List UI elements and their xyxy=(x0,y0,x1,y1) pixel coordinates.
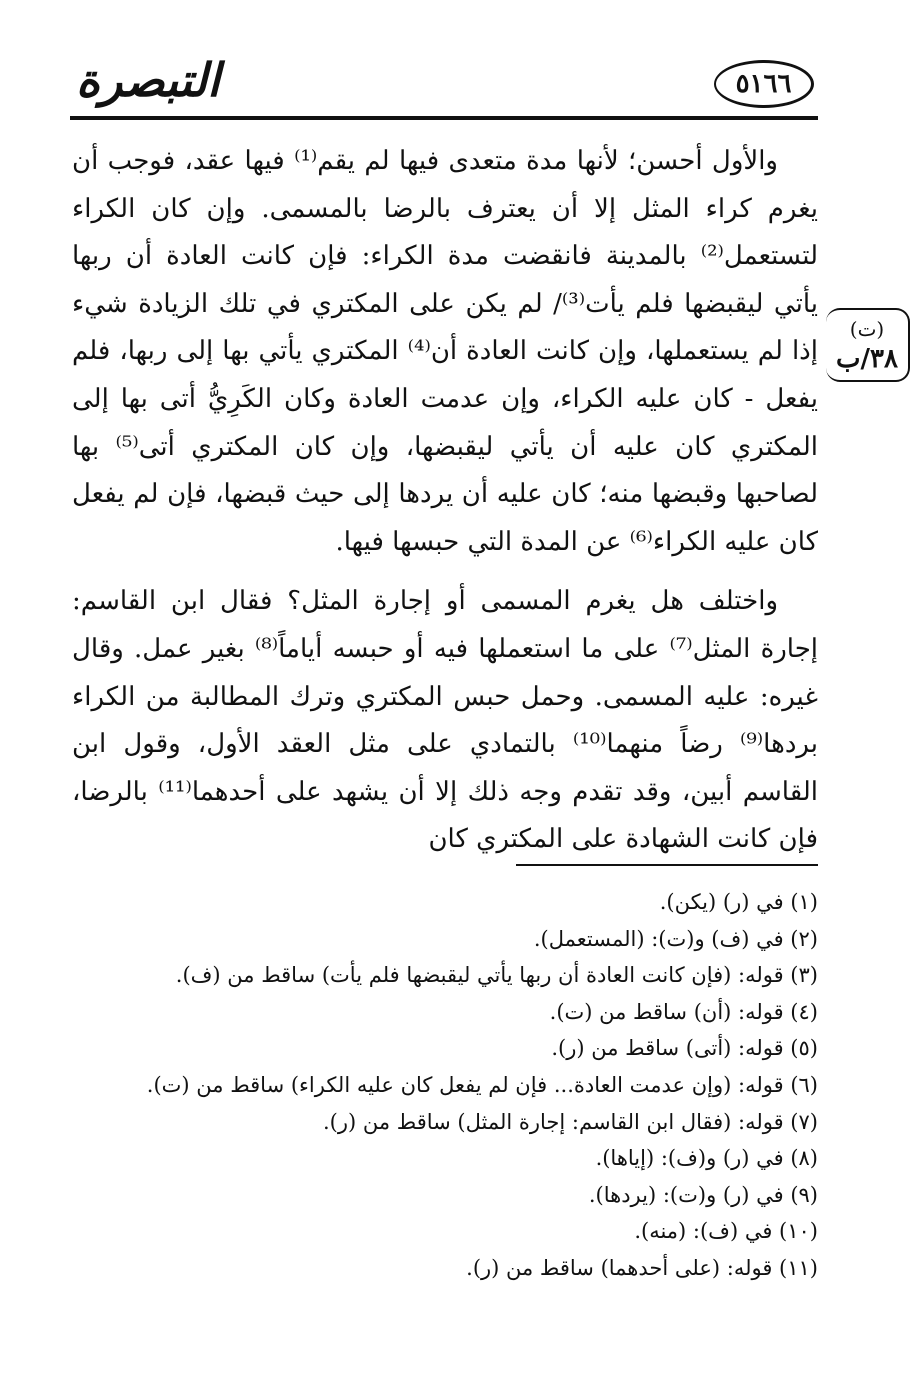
margin-note-folio: ٣٨/ب xyxy=(836,344,898,374)
page-number-oval xyxy=(714,60,814,108)
header-divider xyxy=(70,116,818,120)
manuscript-margin-note xyxy=(826,308,910,382)
paragraph-text: والأول أحسن؛ لأنها مدة متعدى فيها لم يقم⁽¹⁾ فيها عقد، فوجب أن يغرم كراء المثل إلا أن يعترف بالرضا بالمسمى. وإن كان الكراء لتستعمل⁽²⁾ بالمدينة فانقضت مدة الكراء: فإن كانت العادة أن ربها يأتي ليقبضها فلم يأت⁽³⁾/ لم يكن على المكتري في تلك الزيادة شيء إذا لم يستعملها، وإن كانت العادة أن⁽⁴⁾ المكتري يأتي بها إلى ربها، فلم يفعل - كان عليه الكراء، وإن عدمت العادة وكان الكَرِيُّ أتى بها إلى المكتري كان عليه أن يأتي ليقبضها، وإن كان المكتري أتى⁽⁵⁾ بها لصاحبها وقبضها منه؛ كان عليه أن يردها إلى حيث قبضها، فإن لم يفعل كان عليه الكراء⁽⁶⁾ عن المدة التي حبسها فيها. xyxy=(72,146,818,557)
page-header xyxy=(70,50,818,120)
footnote: (٦) قوله: (وإن عدمت العادة... فإن لم يفعل كان عليه الكراء) ساقط من (ت). xyxy=(146,1072,818,1097)
footnotes xyxy=(72,884,818,1287)
footnote: (٢) في (ف) و(ت): (المستعمل). xyxy=(533,926,818,951)
paragraph-text: واختلف هل يغرم المسمى أو إجارة المثل؟ فقال ابن القاسم: إجارة المثل⁽⁷⁾ على ما استعملها فيه أو حبسه أياماً⁽⁸⁾ بغير عمل. وقال غيره: عليه المسمى. وحمل حبس المكتري وترك المطالبة من الكراء بردها⁽⁹⁾ رضاً منهما⁽¹⁰⁾ بالتمادي على مثل العقد الأول، وقول ابن القاسم أبين، وقد تقدم وجه ذلك إلا أن يشهد على أحدهما⁽¹¹⁾ بالرضا، فإن كانت الشهادة على المكتري كان xyxy=(72,586,819,855)
footnote: (٥) قوله: (أتى) ساقط من (ر). xyxy=(551,1036,818,1061)
footnote: (١٠) في (ف): (منه). xyxy=(634,1219,818,1244)
paragraph xyxy=(72,578,818,864)
footnote: (١١) قوله: (على أحدهما) ساقط من (ر). xyxy=(466,1255,818,1280)
margin-note-source: (ت) xyxy=(849,317,885,341)
footnote: (٧) قوله: (فقال ابن القاسم: إجارة المثل) ساقط من (ر). xyxy=(322,1109,818,1134)
page-number: ٥١٦٦ xyxy=(735,69,792,99)
footnote: (٣) قوله: (فإن كانت العادة أن ربها يأتي ليقبضها فلم يأت) ساقط من (ف). xyxy=(175,963,818,988)
footnote: (١) في (ر) (يكن). xyxy=(659,890,818,914)
book-title: التبصرة xyxy=(76,53,220,107)
main-text xyxy=(72,138,818,864)
footnote: (٨) في (ر) و(ف): (إياها). xyxy=(595,1146,818,1171)
paragraph xyxy=(72,138,818,566)
footnote-divider xyxy=(516,864,818,866)
footnote: (٤) قوله: (أن) ساقط من (ت). xyxy=(549,999,818,1024)
footnote: (٩) في (ر) و(ت): (يردها). xyxy=(588,1182,818,1207)
